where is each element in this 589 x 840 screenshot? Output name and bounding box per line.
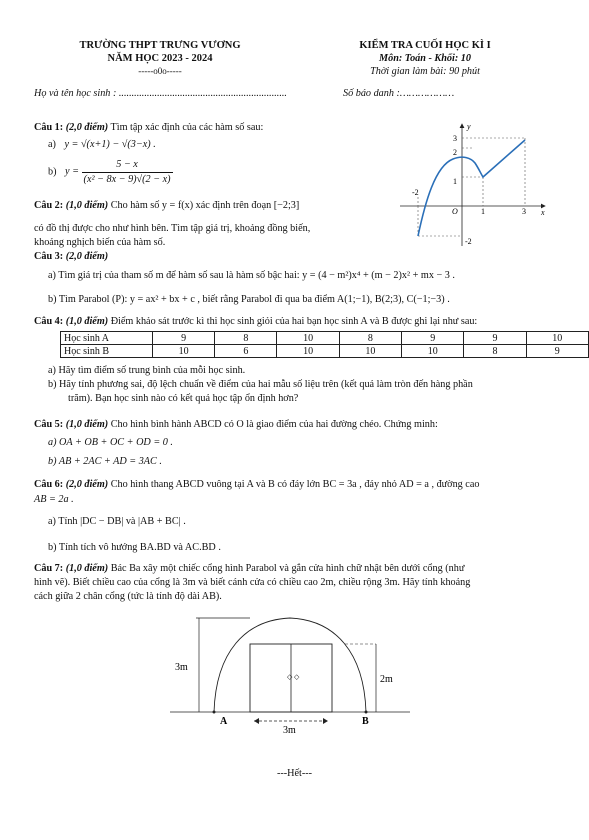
q1-label: Câu 1: — [34, 122, 64, 133]
score-table — [60, 331, 589, 358]
function-graph — [395, 118, 555, 250]
q1-b-prefix: y = — [65, 166, 79, 178]
question-7 — [34, 562, 562, 576]
point-a — [213, 711, 216, 714]
tick-y2: 2 — [453, 148, 457, 157]
table-cell: 8 — [339, 332, 401, 345]
q3-part-a: a) Tìm giá trị của tham số m để hàm số sau là hàm số bậc hai: y = (4 − m²)x⁴ + (m − 2)x² + mx − 3 . — [48, 270, 455, 281]
q6-line2: AB = 2a . — [34, 494, 74, 505]
exam-subject: Môn: Toán - Khối: 10 — [379, 53, 471, 64]
q7-label: Câu 7: — [34, 563, 64, 574]
table-row — [61, 332, 589, 345]
q6-line1: Cho hình thang ABCD vuông tại A và B có đáy lớn BC = 3a , đáy nhỏ AD = a , đường cao — [110, 479, 480, 490]
table-cell: 10 — [277, 332, 339, 345]
q1-b-fraction — [82, 158, 173, 186]
table-cell: 9 — [526, 345, 588, 358]
student-id-line: Số báo danh :……………… — [343, 88, 455, 99]
tick-yneg2: -2 — [465, 237, 472, 246]
q4-label: Câu 4: — [34, 316, 64, 327]
student-name-line: Họ và tên học sinh : .................................................................. — [34, 88, 287, 99]
q1-a-label: a) — [48, 139, 56, 150]
q1-b-label: b) — [48, 166, 57, 178]
q5-text: Cho hình bình hành ABCD có O là giao điểm của hai đường chéo. Chứng minh: — [110, 419, 438, 430]
door-knob-right-icon: ◇ — [294, 673, 300, 681]
q7-line3: cách giữa 2 chân cổng (tức là tính độ dài AB). — [34, 591, 222, 602]
footer-end: ---Hết--- — [276, 768, 313, 779]
exam-title: KIỂM TRA CUỐI HỌC KÌ I — [359, 40, 491, 51]
q2-line3: khoảng nghịch biến của hàm số. — [34, 237, 166, 248]
question-2 — [34, 199, 379, 213]
q1-b-numerator: 5 − x — [82, 158, 173, 173]
table-cell: 10 — [339, 345, 401, 358]
q1-a-expr: y = √(x+1) − √(3−x) . — [64, 139, 156, 150]
row-a-name: Học sinh A — [61, 332, 153, 345]
q2-line2: có đồ thị được cho như hình bên. Tìm tập giá trị, khoảng đồng biến, — [34, 223, 311, 234]
question-6 — [34, 478, 562, 492]
q5-label: Câu 5: — [34, 419, 64, 430]
q2-label: Câu 2: — [34, 200, 64, 211]
table-cell: 10 — [277, 345, 339, 358]
point-b — [365, 711, 368, 714]
q3-part-b: b) Tìm Parabol (P): y = ax² + bx + c , biết rằng Parabol đi qua ba điểm A(1;−1), B(2;3), C(−1;−3) . — [48, 294, 450, 305]
table-cell: 8 — [215, 332, 277, 345]
origin-label: O — [452, 207, 458, 216]
q5-part-a: a) OA + OB + OC + OD = 0 . — [48, 437, 173, 448]
table-row — [61, 345, 589, 358]
q6-part-b: b) Tính tích vô hướng BA.BD và AC.BD . — [48, 542, 221, 553]
q4-part-b-line2: trăm). Bạn học sinh nào có kết quả học tập ổn định hơn? — [68, 393, 299, 404]
q6-label: Câu 6: — [34, 479, 64, 490]
question-5 — [34, 418, 562, 432]
table-cell: 10 — [526, 332, 588, 345]
q1-part-a — [48, 138, 156, 152]
q3-label: Câu 3: — [34, 251, 64, 262]
q2-line1: Cho hàm số y = f(x) xác định trên đoạn [−2;3] — [110, 200, 300, 211]
q4-part-b-line1: b) Hãy tính phương sai, độ lệch chuẩn về điểm của hai mẫu số liệu trên (kết quả làm tròn đến hàng phần — [48, 379, 473, 390]
guide-lines — [418, 138, 525, 236]
table-cell: 10 — [152, 345, 214, 358]
q4-part-a: a) Hãy tìm điểm số trung bình của mỗi học sinh. — [48, 365, 246, 376]
question-3 — [34, 250, 562, 264]
question-4 — [34, 315, 562, 329]
tick-x3: 3 — [522, 207, 526, 216]
q4-points: (1,0 điểm) — [65, 316, 109, 327]
label-a: A — [220, 716, 228, 727]
table-cell: 9 — [464, 332, 526, 345]
y-axis-label: y — [467, 122, 471, 131]
q5-points: (1,0 điểm) — [65, 419, 109, 430]
exam-time: Thời gian làm bài: 90 phút — [370, 66, 480, 77]
door-height-label: 2m — [380, 674, 393, 685]
q6-part-a: a) Tính |DC − DB| và |AB + BC| . — [48, 516, 186, 527]
table-cell: 6 — [215, 345, 277, 358]
tick-xneg2: -2 — [412, 188, 419, 197]
parabola-gate — [214, 618, 366, 712]
table-cell: 10 — [402, 345, 464, 358]
table-cell: 8 — [464, 345, 526, 358]
q1-text: Tìm tập xác định của các hàm số sau: — [110, 122, 264, 133]
q3-points: (2,0 điểm) — [65, 251, 109, 262]
door-knob-left-icon: ◇ — [287, 673, 293, 681]
gate-height-label: 3m — [175, 662, 188, 673]
q1-points: (2,0 điểm) — [65, 122, 109, 133]
school-year: NĂM HỌC 2023 - 2024 — [107, 53, 213, 64]
q6-points: (2,0 điểm) — [65, 479, 109, 490]
header-separator: -----o0o----- — [138, 66, 182, 76]
q5-part-b: b) AB + 2AC + AD = 3AC . — [48, 456, 162, 467]
x-axis-label: x — [541, 208, 545, 217]
school-name: TRƯỜNG THPT TRƯNG VƯƠNG — [79, 40, 241, 51]
q1-part-b — [48, 158, 173, 186]
door-width-label: 3m — [283, 725, 296, 736]
label-b: B — [362, 716, 369, 727]
gate-figure — [170, 612, 410, 736]
q7-line2: hình vẽ). Biết chiều cao của cổng là 3m và biết cánh cửa có chiều cao 2m, chiều rộng 3m. Hãy tính khoảng — [34, 577, 471, 588]
function-curve — [418, 140, 525, 236]
q4-text: Điểm khảo sát trước kì thi học sinh giỏi của hai bạn học sinh A và B được ghi lại như sau: — [110, 316, 478, 327]
q1-b-denominator: (x² − 8x − 9)√(2 − x) — [83, 173, 171, 185]
q7-points: (1,0 điểm) — [65, 563, 109, 574]
tick-x1: 1 — [481, 207, 485, 216]
table-cell: 9 — [152, 332, 214, 345]
tick-y1: 1 — [453, 177, 457, 186]
q7-line1: Bác Ba xây một chiếc cổng hình Parabol và gắn cửa hình chữ nhật bên dưới cổng (như — [110, 563, 465, 574]
tick-y3: 3 — [453, 134, 457, 143]
table-cell: 9 — [402, 332, 464, 345]
q2-points: (1,0 điểm) — [65, 200, 109, 211]
row-b-name: Học sinh B — [61, 345, 153, 358]
arrow-left-icon — [254, 718, 259, 724]
arrow-right-icon — [323, 718, 328, 724]
